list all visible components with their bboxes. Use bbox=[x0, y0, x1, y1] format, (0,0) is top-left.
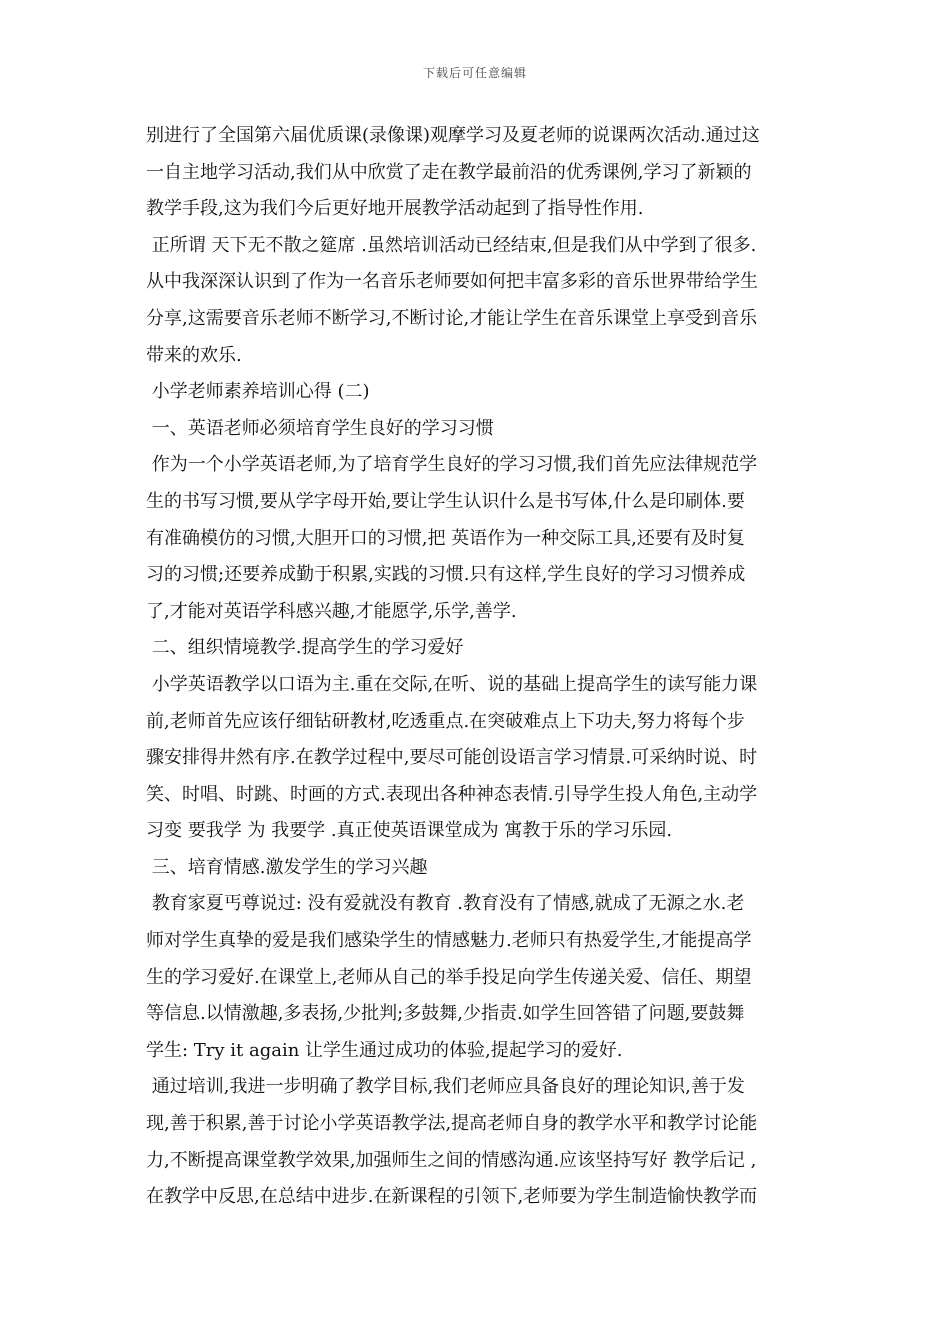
body-line: 通过培训,我进一步明确了教学目标,我们老师应具备良好的理论知识,善于发 bbox=[146, 1076, 745, 1098]
body-line: 分享,这需要音乐老师不断学习,不断讨论,才能让学生在音乐课堂上享受到音乐 bbox=[146, 307, 758, 329]
section-heading: 二、组织情境教学.提高学生的学习爱好 bbox=[146, 637, 464, 659]
body-line: 生的书写习惯,要从学字母开始,要让学生认识什么是书写体,什么是印刷体.要 bbox=[146, 490, 745, 512]
page-header: 下载后可任意编辑 bbox=[422, 66, 527, 80]
body-line: 学生: Try it again 让学生通过成功的体验,提起学习的爱好. bbox=[146, 1039, 623, 1061]
body-line: 生的学习爱好.在课堂上,老师从自己的举手投足向学生传递关爱、信任、期望 bbox=[146, 966, 752, 988]
body-line: 教育家夏丐尊说过: 没有爱就没有教育 .教育没有了情感,就成了无源之水.老 bbox=[146, 893, 745, 915]
body-line: 力,不断提高课堂教学效果,加强师生之间的情感沟通.应该坚持写好 教学后记 , bbox=[146, 1149, 757, 1171]
body-line: 师对学生真挚的爱是我们感染学生的情感魅力.老师只有热爱学生,才能提高学 bbox=[146, 930, 752, 952]
body-line: 有准确模仿的习惯,大胆开口的习惯,把 英语作为一种交际工具,还要有及时复 bbox=[146, 527, 745, 549]
body-line: 小学英语教学以口语为主.重在交际,在听、说的基础上提高学生的读写能力课 bbox=[146, 673, 758, 695]
body-line: 了,才能对英语学科感兴趣,才能愿学,乐学,善学. bbox=[146, 600, 517, 622]
body-line: 骤安排得井然有序.在教学过程中,要尽可能创设语言学习情景.可采纳时说、时 bbox=[146, 747, 758, 769]
body-line: 等信息.以情激趣,多表扬,少批判;多鼓舞,少指责.如学生回答错了问题,要鼓舞 bbox=[146, 1003, 745, 1025]
body-line: 笑、时唱、时跳、时画的方式.表现出各种神态表情.引导学生投人角色,主动学 bbox=[146, 783, 758, 805]
document-body bbox=[146, 118, 812, 1216]
body-line: 一自主地学习活动,我们从中欣赏了走在教学最前沿的优秀课例,学习了新颖的 bbox=[146, 161, 752, 183]
body-line: 带来的欢乐. bbox=[146, 344, 242, 366]
body-line: 正所谓 天下无不散之筵席 .虽然培训活动已经结束,但是我们从中学到了很多. bbox=[146, 234, 757, 256]
body-line: 从中我深深认识到了作为一名音乐老师要如何把丰富多彩的音乐世界带给学生 bbox=[146, 271, 758, 293]
body-line: 教学手段,这为我们今后更好地开展教学活动起到了指导性作用. bbox=[146, 198, 644, 220]
body-line: 习变 要我学 为 我要学 .真正使英语课堂成为 寓教于乐的学习乐园. bbox=[146, 820, 673, 842]
section-title: 小学老师素养培训心得 (二) bbox=[146, 381, 370, 403]
body-line: 在教学中反思,在总结中进步.在新课程的引领下,老师要为学生制造愉快教学而 bbox=[146, 1186, 758, 1208]
body-line: 别进行了全国第六届优质课(录像课)观摩学习及夏老师的说课两次活动.通过这 bbox=[146, 125, 760, 146]
body-line: 作为一个小学英语老师,为了培育学生良好的学习习惯,我们首先应法律规范学 bbox=[146, 454, 758, 476]
section-heading: 一、英语老师必须培育学生良好的学习习惯 bbox=[146, 417, 494, 439]
body-line: 前,老师首先应该仔细钻研教材,吃透重点.在突破难点上下功夫,努力将每个步 bbox=[146, 710, 745, 732]
body-line: 习的习惯;还要养成勤于积累,实践的习惯.只有这样,学生良好的学习习惯养成 bbox=[146, 564, 746, 586]
section-heading: 三、培育情感.激发学生的学习兴趣 bbox=[146, 856, 428, 878]
body-line: 现,善于积累,善于讨论小学英语教学法,提高老师自身的教学水平和教学讨论能 bbox=[146, 1113, 758, 1135]
